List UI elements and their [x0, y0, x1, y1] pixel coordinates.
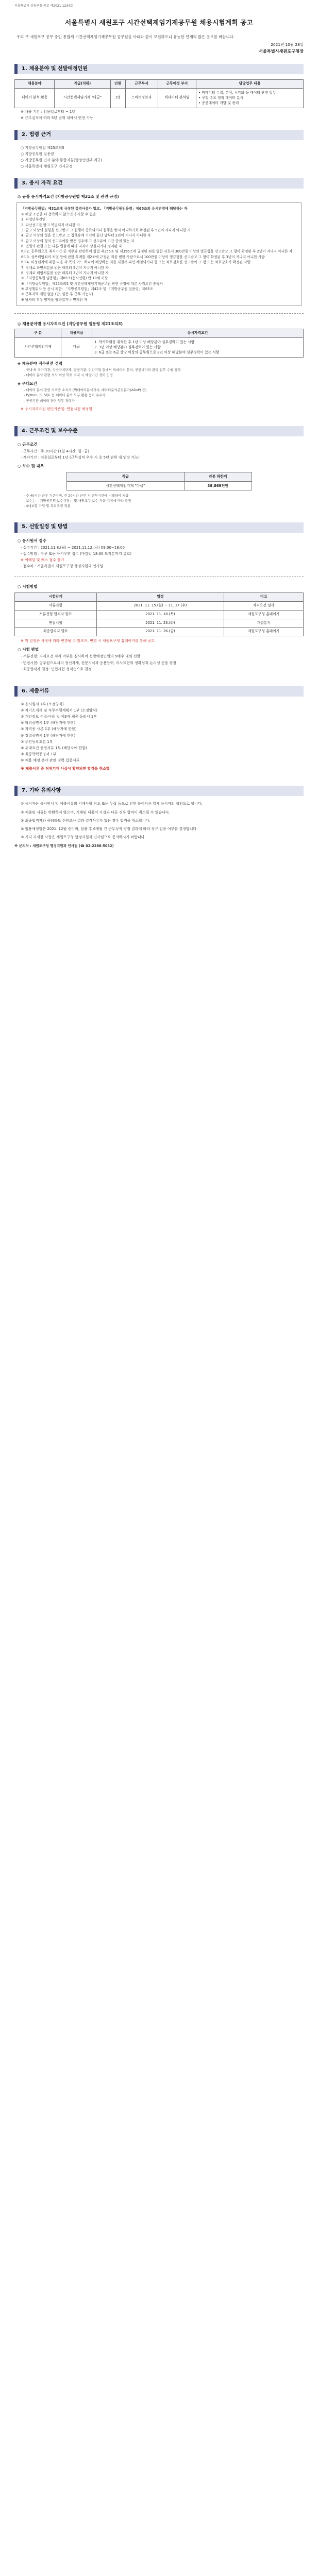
qualification-table: 구 분 채용직급 응시자격요건 시간선택제임기제 다급 1. 학사학위를 취득한 후 1년 이상 해당분야 실무경력이 있는 사람 2. 3년 이상 해당분야 실무경력이 있는 사람 3. 6급 또는 6급 상당 이상의 공무원으로 2년 이상 해당분야 실무경력이 있는 사람: [14, 329, 304, 357]
issuer: 서울특별시새원포구청장: [258, 48, 304, 54]
date-line: 2021년 10월 28일: [271, 42, 304, 47]
schedule-table: 시험단계 일정 비고 서류전형 2021. 11. 15.(월) ~ 11. 17.(수) 자격요건 심사 서류전형 합격자 발표 2021. 11. 18.(목) 새원포구청 홈페이지 면접시험 2021. 11. 23.(화) 개별통지 최종합격자 발표 2021. 11. 26.(금) 새원포구청 홈페이지: [14, 592, 304, 636]
section-1-header: 1. 채용분야 및 선발예정인원: [14, 64, 304, 74]
recruitment-table: 채용분야 직급(직위) 인원 근무부서 근무예정 부서 담당업무 내용 데이터 분석·활용 시간선택제임기제 "다급" 1명 스마트정보과 빅데이터 분석팀 • 빅데이터 수집, 분석, 시각화 등 데이터 관련 업무 • 구정 주요 정책 데이터 분석 • 공공데이터 개방 및 관리: [14, 79, 304, 108]
section-7-header: 7. 기타 유의사항: [14, 786, 304, 796]
table-row: 서류전형 합격자 발표 2021. 11. 18.(목) 새원포구청 홈페이지: [15, 610, 304, 619]
contact-info: ※ 문의처 : 새원포구청 행정지원과 인사팀 (☎ 02-2286-5032): [14, 844, 114, 849]
wage-table: 직급 연봉 하한액 시간선택제임기제 "다급" 38,869천원: [66, 472, 252, 490]
document-page: 서울특별시 성동구청 공고 제2021-1234호 서울특별시 새원포구 시간선택제임기제공무원 채용시험계획 공고 우리 구 새원포구 공무 중인 통합세 기간선택제임기제공무원 공무원을 아래와 같이 모집하오니 유능한 인재의 많은 응모를 바랍니다. 2021년 10월 28일 서울특별시새원포구청장 1. 채용분야 및 선발예정인원 채용분야 직급(직위) 인원 근무부서 근무예정 부서 담당업무 내용 데이터 분석·활용 시간선택제임기제 "다급" 1명 스마트정보과 빅데이터 분석팀 • 빅데이터 수집, 분석, 시각화 등 데이터 관련 업무 • 구정 주요 정책 데이터 분석 • 공공데이터 개방 및 관리 ※ 채용 기간 : 임용일로부터 ~ 1년 ※ 근무실적에 따라 5년 범위 내에서 연장 가능 2. 법령 근거 ○ 지방공무원법 제25조의5 ○ 지방공무원 임용령 ○ 지방공무원 인사 분야 통합지침(행정안전부 예규) ○ 서울특별시 새원포구 인사규정 3. 응시 자격 요건 ◎ 공통 응시자격요건 (지방공무원법 제31조 및 관련 규정) 「지방공무원법」제31조에 규정된 결격사유가 없고, 「지방공무원임용령」제65조의 응시연령에 해당하는 자 ※ 해당 조건을 다 충족하지 않으면 응시할 수 없음 1. 피성년후견인 2. 파산선고를 받고 복권되지 아니한 자 3. 금고 이상의 실형을 선고받고 그 집행이 종료되거나 집행을 받지 아니하기로 확정된 후 5년이 지나지 아니한 자 4. 금고 이상의 형을 선고받고 그 집행유예 기간이 끝난 날부터 2년이 지나지 아니한 자 5. 금고 이상의 형의 선고유예를 받은 경우에 그 선고유예 기간 중에 있는 자 6. 법원의 판결 또는 다른 법률에 따라 자격이 상실되거나 정지된 자 6의2. 공무원으로 재직기간 중 직무와 관련하여 형법 제355조 및 제356조에 규정된 죄를 범한 자로서 300만원 이상의 벌금형을 선고받고 그 형이 확정된 후 2년이 지나지 아니한 자 6의3. 성폭력범죄의 처벌 등에 관한 특례법 제2조에 규정된 죄를 범한 사람으로서 100만원 이상의 벌금형을 선고받고 그 형이 확정된 후 3년이 지나지 아니한 사람 6의4. 미성년자에 대한 다음 각 목의 어느 하나에 해당하는 죄를 저질러 파면·해임되거나 형 또는 치료감호를 선고받아 그 형 또는 치료감호가 확정된 사람 7. 징계로 파면처분을 받은 때부터 5년이 지나지 아니한 자 8. 징계로 해임처분을 받은 때부터 3년이 지나지 아니한 자 ※ 「지방공무원 임용령」제65조(응시연령) 만 18세 이상 ※ 「지방공무원법」제25조의5 및 시간선택제임기제공무원 관련 규정에 따른 자격요건 충족자 ※ 부정행위자 등 응시 제한: 「지방공무원법」제42조 및 「지방공무원 임용령」제65조 ※ 근무지역 제한 없음 (단, 임용 후 근무 가능자) ※ 남자의 경우 병역을 필하였거나 면제된 자 ◎ 채용분야별 응시자격요건 (지방공무원 임용령 제21조의3) 구 분 채용직급 응시자격요건 시간선택제임기제 다급 1. 학사학위를 취득한 후 1년 이상 해당분야 실무경력이 있는 사람 2. 3년 이상 해당분야 실무경력이 있는 사람 3. 6급 또는 6급 상당 이상의 공무원으로 2년 이상 해당분야 실무경력이 있는 사람 ◈ 채용분야 직무관련 경력 - 국내·외 국가기관, 지방자치단체, 공공기관, 민간기업 등에서 빅데이터 분석, 공공데이터 관리 업무 수행 경력 - 데이터 분석 관련 석사 이상 학위 소지 시 해당기간 경력 인정 ◈ 우대요건 - 데이터 분석 관련 자격증 소지자 (빅데이터분석기사, 데이터분석준전문가(ADsP) 등) - Python, R, SQL 등 데이터 분석 도구 활용 능력 우수자 - 공공기관 데이터 관련 업무 경력자 ※ 응시자격요건 판단기준일: 면접시험 예정일 4. 근무조건 및 보수수준 ○ 근무조건 - 근무시간 : 주 20시간 (1일 4시간, 월~금) - 계약기간 : 임용일로부터 1년 (근무실적 우수 시 총 5년 범위 내 연장 가능) ○ 보수 및 대우 직급 연봉 하한액 시간선택제임기제 "다급" 38,869천원 - 주 40시간 근무 기준이며, 주 20시간 근무 시 근무시간에 비례하여 지급 - 보수는 「지방공무원 보수규정」 및 새원포구 보수 지급 지침에 따라 결정 - 4대보험 가입 및 복리후생 적용 5. 선발일정 및 방법 ○ 응시원서 접수 - 접수기간 : 2021.11.8.(월) ~ 2021.11.12.(금) 09:00~18:00 - 접수방법 : 방문 또는 등기우편 접수 (마감일 18:00 도착분까지 유효) ※ 이메일 및 팩스 접수 불가 - 접수처 : 서울특별시 새원포구청 행정지원과 인사팀 ○ 시험방법 시험단계 일정 비고 서류전형 2021. 11. 15.(월) ~ 11. 17.(수) 자격요건 심사 서류전형 합격자 발표 2021. 11. 18.(목) 새원포구청 홈페이지 면접시험 2021. 11. 23.(화) 개별통지 최종합격자 발표 2021. 11. 26.(금) 새원포구청 홈페이지 ※ 위 일정은 사정에 따라 변경될 수 있으며, 변경 시 새원포구청 홈페이지를 통해 공고 ○ 시험 방법 - 서류전형: 자격요건 적격 여부를 심사하여 선발예정인원의 5배수 내외 선발 - 면접시험: 공무원으로서의 정신자세, 전문지식과 응용능력, 의사표현의 정확성과 논리성 등을 평정 - 최종합격자 결정: 면접시험 성적순으로 결정 6. 제출서류 ① 응시원서 1부 (소정양식) ② 자기소개서 및 직무수행계획서 1부 (소정양식) ③ 개인정보 수집·이용 및 제3자 제공 동의서 1부 ④ 학위증명서 1부 (해당자에 한함) ⑤ 자격증 사본 1부 (해당자에 한함) ⑥ 경력증명서 1부 (해당자에 한함) ⑦ 주민등록초본 1부 ⑧ 우대요건 증빙서류 1부 (해당자에 한함) ⑨ 최종학력증명서 1부 ⑩ 채용 예정 분야 관련 경력 입증서류 ※ 제출서류 중 허위기재 사실이 확인되면 합격을 취소함 7. 기타 유의사항 ① 응시자는 응시원서 및 제출서류의 기재사항 착오 또는 누락 등으로 인한 불이익은 일체 응시자의 책임으로 합니다. ② 제출된 서류는 반환하지 않으며, 기재된 내용이 사실과 다른 경우 합격이 취소될 수 있습니다. ③ 최종합격자라 하더라도 신원조사 결과 결격사유가 있는 경우 합격을 취소합니다. ④ 임용예정일은 2021. 12월 중이며, 임용 후 6개월 간 근무성적 평정 결과에 따라 정규 임용 여부를 결정합니다. ⑤ 기타 자세한 사항은 새원포구청 행정지원과 인사팀으로 문의하시기 바랍니다. ※ 문의처 : 새원포구청 행정지원과 인사팀 (☎ 02-2286-5032): [14, 4, 304, 849]
top-note: 서울특별시 성동구청 공고 제2021-1234호: [14, 4, 73, 8]
table-row: 면접시험 2021. 11. 23.(화) 개별통지: [15, 619, 304, 628]
table-row: 최종합격자 발표 2021. 11. 26.(금) 새원포구청 홈페이지: [15, 628, 304, 636]
intro-text: 우리 구 새원포구 공무 중인 통합세 기간선택제임기제공무원 공무원을 아래와 같이 모집하오니 유능한 인재의 많은 응모를 바랍니다.: [16, 34, 235, 39]
section-6-header: 6. 제출서류: [14, 686, 304, 697]
section-5-header: 5. 선발일정 및 방법: [14, 522, 304, 533]
section-3-header: 3. 응시 자격 요건: [14, 178, 304, 189]
page-title: 서울특별시 새원포구 시간선택제임기제공무원 채용시험계획 공고: [64, 18, 254, 26]
common-qualification-box: 「지방공무원법」제31조에 규정된 결격사유가 없고, 「지방공무원임용령」제65조의 응시연령에 해당하는 자 ※ 해당 조건을 다 충족하지 않으면 응시할 수 없음 1. 피성년후견인 2. 파산선고를 받고 복권되지 아니한 자 3. 금고 이상의 실형을 선고받고 그 집행이 종료되거나 집행을 받지 아니하기로 확정된 후 5년이 지나지 아니한 자 4. 금고 이상의 형을 선고받고 그 집행유예 기간이 끝난 날부터 2년이 지나지 아니한 자 5. 금고 이상의 형의 선고유예를 받은 경우에 그 선고유예 기간 중에 있는 자 6. 법원의 판결 또는 다른 법률에 따라 자격이 상실되거나 정지된 자 6의2. 공무원으로 재직기간 중 직무와 관련하여 형법 제355조 및 제356조에 규정된 죄를 범한 자로서 300만원 이상의 벌금형을 선고받고 그 형이 확정된 후 2년이 지나지 아니한 자 6의3. 성폭력범죄의 처벌 등에 관한 특례법 제2조에 규정된 죄를 범한 사람으로서 100만원 이상의 벌금형을 선고받고 그 형이 확정된 후 3년이 지나지 아니한 사람 6의4. 미성년자에 대한 다음 각 목의 어느 하나에 해당하는 죄를 저질러 파면·해임되거나 형 또는 치료감호를 선고받아 그 형 또는 치료감호가 확정된 사람 7. 징계로 파면처분을 받은 때부터 5년이 지나지 아니한 자 8. 징계로 해임처분을 받은 때부터 3년이 지나지 아니한 자 ※ 「지방공무원 임용령」제65조(응시연령) 만 18세 이상 ※ 「지방공무원법」제25조의5 및 시간선택제임기제공무원 관련 규정에 따른 자격요건 충족자 ※ 부정행위자 등 응시 제한: 「지방공무원법」제42조 및 「지방공무원 임용령」제65조 ※ 근무지역 제한 없음 (단, 임용 후 근무 가능자) ※ 남자의 경우 병역을 필하였거나 면제된 자: [16, 202, 302, 306]
section-2-header: 2. 법령 근거: [14, 130, 304, 140]
table-row: 서류전형 2021. 11. 15.(월) ~ 11. 17.(수) 자격요건 심사: [15, 601, 304, 610]
section-4-header: 4. 근무조건 및 보수수준: [14, 426, 304, 436]
